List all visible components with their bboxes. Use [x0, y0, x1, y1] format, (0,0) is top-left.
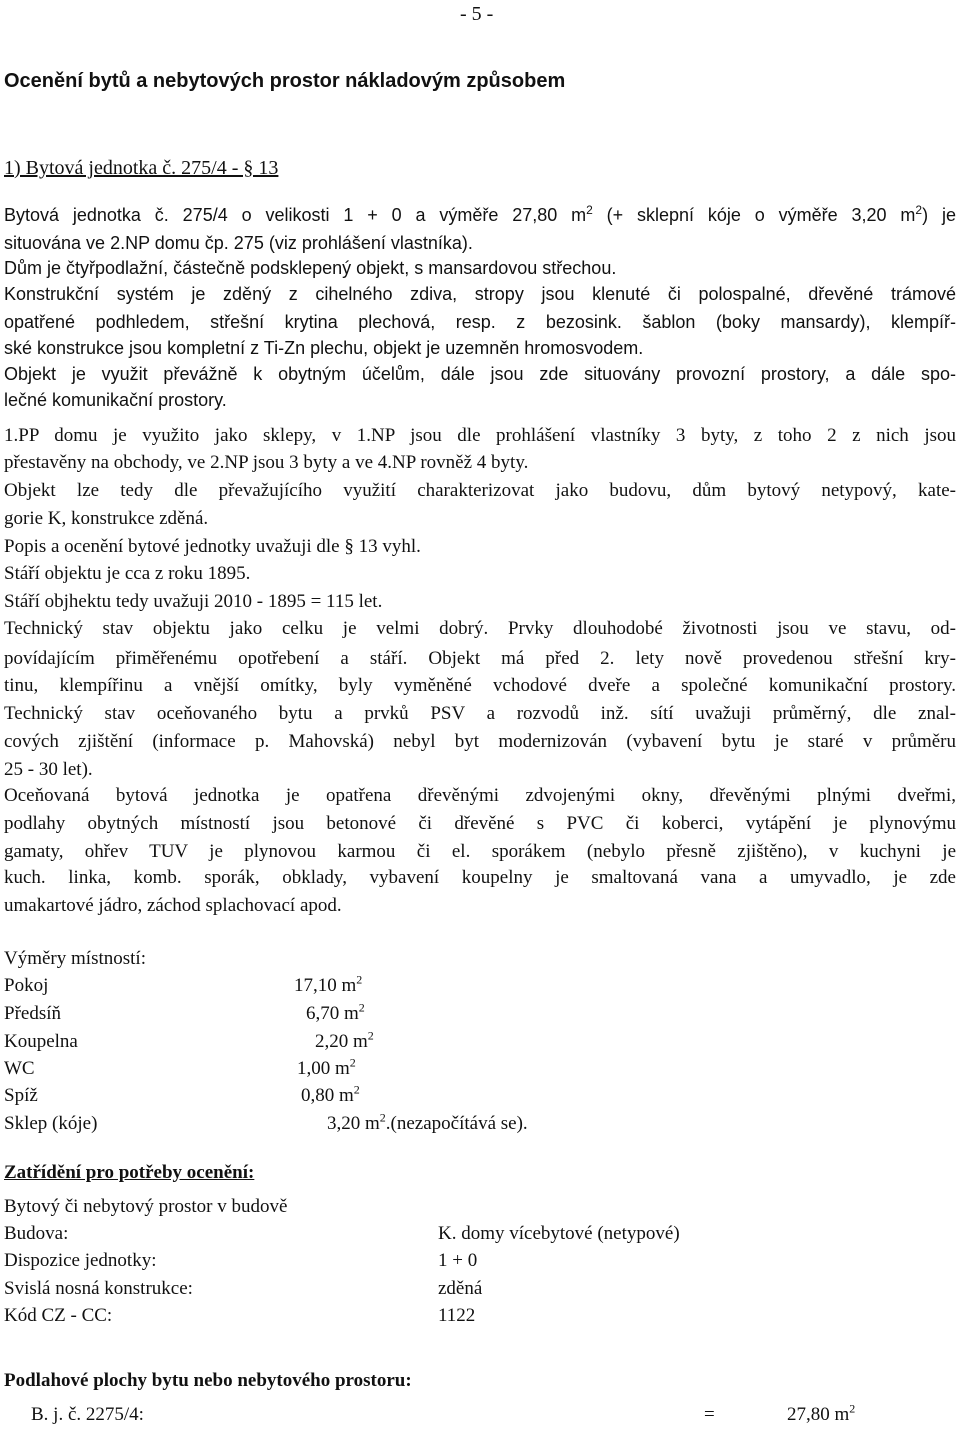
body-line [4, 256, 616, 280]
room-name: Sklep (kóje) [4, 1113, 98, 1134]
body-line [4, 424, 956, 448]
text-segment: 1.PP domu je využito jako sklepy, v 1.NP jsou dle prohlášení vlastníky 3 byty, z toho 2 z nich jsou [4, 425, 956, 446]
text-segment: cových zjištění (informace p. Mahovská) nebyl byt modernizován (vybavení bytu je staré v průměru [4, 731, 956, 752]
floor-area-superscript: 2 [849, 1401, 856, 1416]
room-area [315, 1028, 374, 1053]
room-area-superscript: 2 [349, 1055, 356, 1070]
room-area [297, 1055, 356, 1080]
room-area [327, 1110, 528, 1135]
text-segment: podlahy obytných místností jsou betonové či dřevěné s PVC či koberci, vytápění je plynovýmu [4, 813, 956, 834]
text-segment: Technický stav objektu jako celku je velmi dobrý. Prvky dlouhodobé životnosti jsou ve stavu, od- [4, 618, 956, 639]
body-line [4, 388, 227, 412]
floor-area-number: 27,80 m [787, 1404, 850, 1425]
body-line [4, 866, 956, 890]
room-area-value: 3,20 [327, 1113, 361, 1134]
body-line [4, 617, 956, 641]
body-line [4, 203, 956, 227]
floor-area-value [787, 1401, 856, 1426]
classification-title: Zatřídění pro potřeby ocenění: [4, 1162, 255, 1183]
body-line [4, 894, 342, 918]
classification-label: Dispozice jednotky: [4, 1250, 157, 1271]
body-line [4, 840, 956, 864]
room-area-superscript: 2 [379, 1110, 386, 1125]
classification-label: Budova: [4, 1223, 69, 1244]
text-segment: Objekt lze tedy dle převažujícího využití charakterizovat jako budovu, dům bytový netypový, kate- [4, 480, 956, 501]
body-line [4, 562, 250, 586]
room-area-value: 17,10 [294, 975, 337, 996]
text-segment: opatřené podhledem, střešní krytina plechová, resp. z bezosink. šablon (boky mansardy), klempíř- [4, 312, 956, 332]
floor-area-equals: = [704, 1404, 715, 1425]
room-area [306, 1000, 365, 1025]
text-segment: kuch. linka, komb. sporák, obklady, vybavení koupelny je smaltovaná vana a umyvadlo, je zde [4, 867, 956, 888]
section-heading: 1) Bytová jednotka č. 275/4 - § 13 [4, 157, 279, 179]
room-name: WC [4, 1058, 35, 1079]
body-line [4, 310, 956, 334]
room-area [301, 1082, 360, 1107]
body-line [4, 507, 208, 531]
text-segment: umakartové jádro, záchod splachovací apod. [4, 895, 342, 916]
room-area-unit: m [353, 1031, 368, 1052]
text-segment: ) je [922, 205, 956, 225]
text-segment: ské konstrukce jsou kompletní z Ti-Zn plechu, objekt je uzemněn hromosvodem. [4, 338, 644, 358]
page-number: - 5 - [460, 3, 494, 25]
superscript: 2 [586, 203, 593, 217]
body-line [4, 590, 382, 614]
room-area-unit: m [365, 1113, 380, 1134]
room-area-value: 0,80 [301, 1085, 335, 1106]
classification-label: Svislá nosná konstrukce: [4, 1278, 193, 1299]
room-area-unit: m [339, 1085, 354, 1106]
body-line [4, 479, 956, 503]
text-segment: Popis a ocenění bytové jednotky uvažuji dle § 13 vyhl. [4, 536, 421, 557]
body-line [4, 231, 473, 255]
text-segment: tinu, klempířinu a vnější omítky, byly vyměněné vchodové dveře a společné komunikační prostory. [4, 675, 956, 696]
text-segment: Dům je čtyřpodlažní, částečně podsklepený objekt, s mansardovou střechou. [4, 258, 617, 278]
room-area-superscript: 2 [353, 1082, 360, 1097]
room-name: Spíž [4, 1085, 38, 1106]
text-segment: gamaty, ohřev TUV je plynovou karmou či el. sporákem (nebylo přesně zjištěno), v kuchyni je [4, 841, 956, 862]
body-line [4, 702, 956, 726]
room-area-unit: m [344, 1003, 359, 1024]
room-area [294, 972, 363, 997]
text-segment: povídajícím přiměřenému opotřebení a stáří. Objekt má před 2. lety nově provedenou střešní kry- [4, 648, 956, 669]
room-area-superscript: 2 [367, 1028, 374, 1043]
body-line [4, 730, 956, 754]
room-area-superscript: 2 [356, 972, 363, 987]
body-line [4, 784, 956, 808]
text-segment: Technický stav oceňovaného bytu a prvků PSV a rozvodů inž. sítí uvažuji průměrný, dle znal- [4, 703, 956, 724]
floor-area-title: Podlahové plochy bytu nebo nebytového prostoru: [4, 1370, 412, 1391]
room-area-value: 6,70 [306, 1003, 340, 1024]
text-segment: lečné komunikační prostory. [4, 390, 227, 410]
text-segment: gorie K, konstrukce zděná. [4, 508, 209, 529]
room-area-value: 2,20 [315, 1031, 349, 1052]
body-line [4, 812, 956, 836]
body-line [4, 647, 956, 671]
room-area-note: .(nezapočítává se). [385, 1113, 528, 1134]
room-area-value: 1,00 [297, 1058, 331, 1079]
superscript: 2 [915, 203, 923, 217]
room-name: Pokoj [4, 975, 49, 996]
rooms-title: Výměry místností: [4, 948, 146, 969]
body-line [4, 758, 93, 782]
body-line [4, 451, 528, 475]
room-name: Předsíň [4, 1003, 61, 1024]
text-segment: 25 - 30 let). [4, 759, 93, 780]
body-line [4, 336, 643, 360]
body-line [4, 674, 956, 698]
classification-value: zděná [438, 1278, 483, 1299]
text-segment: Objekt je využit převážně k obytným účelům, dále jsou zde situovány provozní prostory, a dále spo- [4, 364, 956, 384]
room-area-unit: m [341, 975, 357, 996]
classification-intro: Bytový či nebytový prostor v budově [4, 1196, 288, 1217]
text-segment: Bytová jednotka č. 275/4 o velikosti 1 + 0 a výměře 27,80 m [4, 205, 587, 225]
room-area-superscript: 2 [358, 1000, 365, 1015]
classification-label: Kód CZ - CC: [4, 1305, 113, 1326]
text-segment: (+ sklepní kóje o výměře 3,20 m [592, 205, 916, 225]
floor-area-label: B. j. č. 2275/4: [31, 1404, 144, 1425]
body-line [4, 282, 956, 306]
body-line [4, 535, 421, 559]
text-segment: situována ve 2.NP domu čp. 275 (viz prohlášení vlastníka). [4, 233, 473, 253]
classification-value: 1 + 0 [438, 1250, 478, 1271]
text-segment: přestavěny na obchody, ve 2.NP jsou 3 byty a ve 4.NP rovněž 4 byty. [4, 452, 529, 473]
classification-value: K. domy vícebytové (netypové) [438, 1223, 680, 1244]
body-line [4, 362, 956, 386]
text-segment: Konstrukční systém je zděný z cihelného zdiva, stropy jsou klenuté či polospalné, dřevěné trámové [4, 284, 956, 304]
room-name: Koupelna [4, 1031, 78, 1052]
document-heading: Ocenění bytů a nebytových prostor nákladovým způsobem [4, 70, 566, 92]
classification-value: 1122 [438, 1305, 476, 1326]
text-segment: Stáří objektu je cca z roku 1895. [4, 563, 251, 584]
text-segment: Stáří objhektu tedy uvažuji 2010 - 1895 = 115 let. [4, 591, 383, 612]
room-area-unit: m [335, 1058, 350, 1079]
text-segment: Oceňovaná bytová jednotka je opatřena dřevěnými zdvojenými okny, dřevěnými plnými dveřmi, [4, 785, 956, 806]
